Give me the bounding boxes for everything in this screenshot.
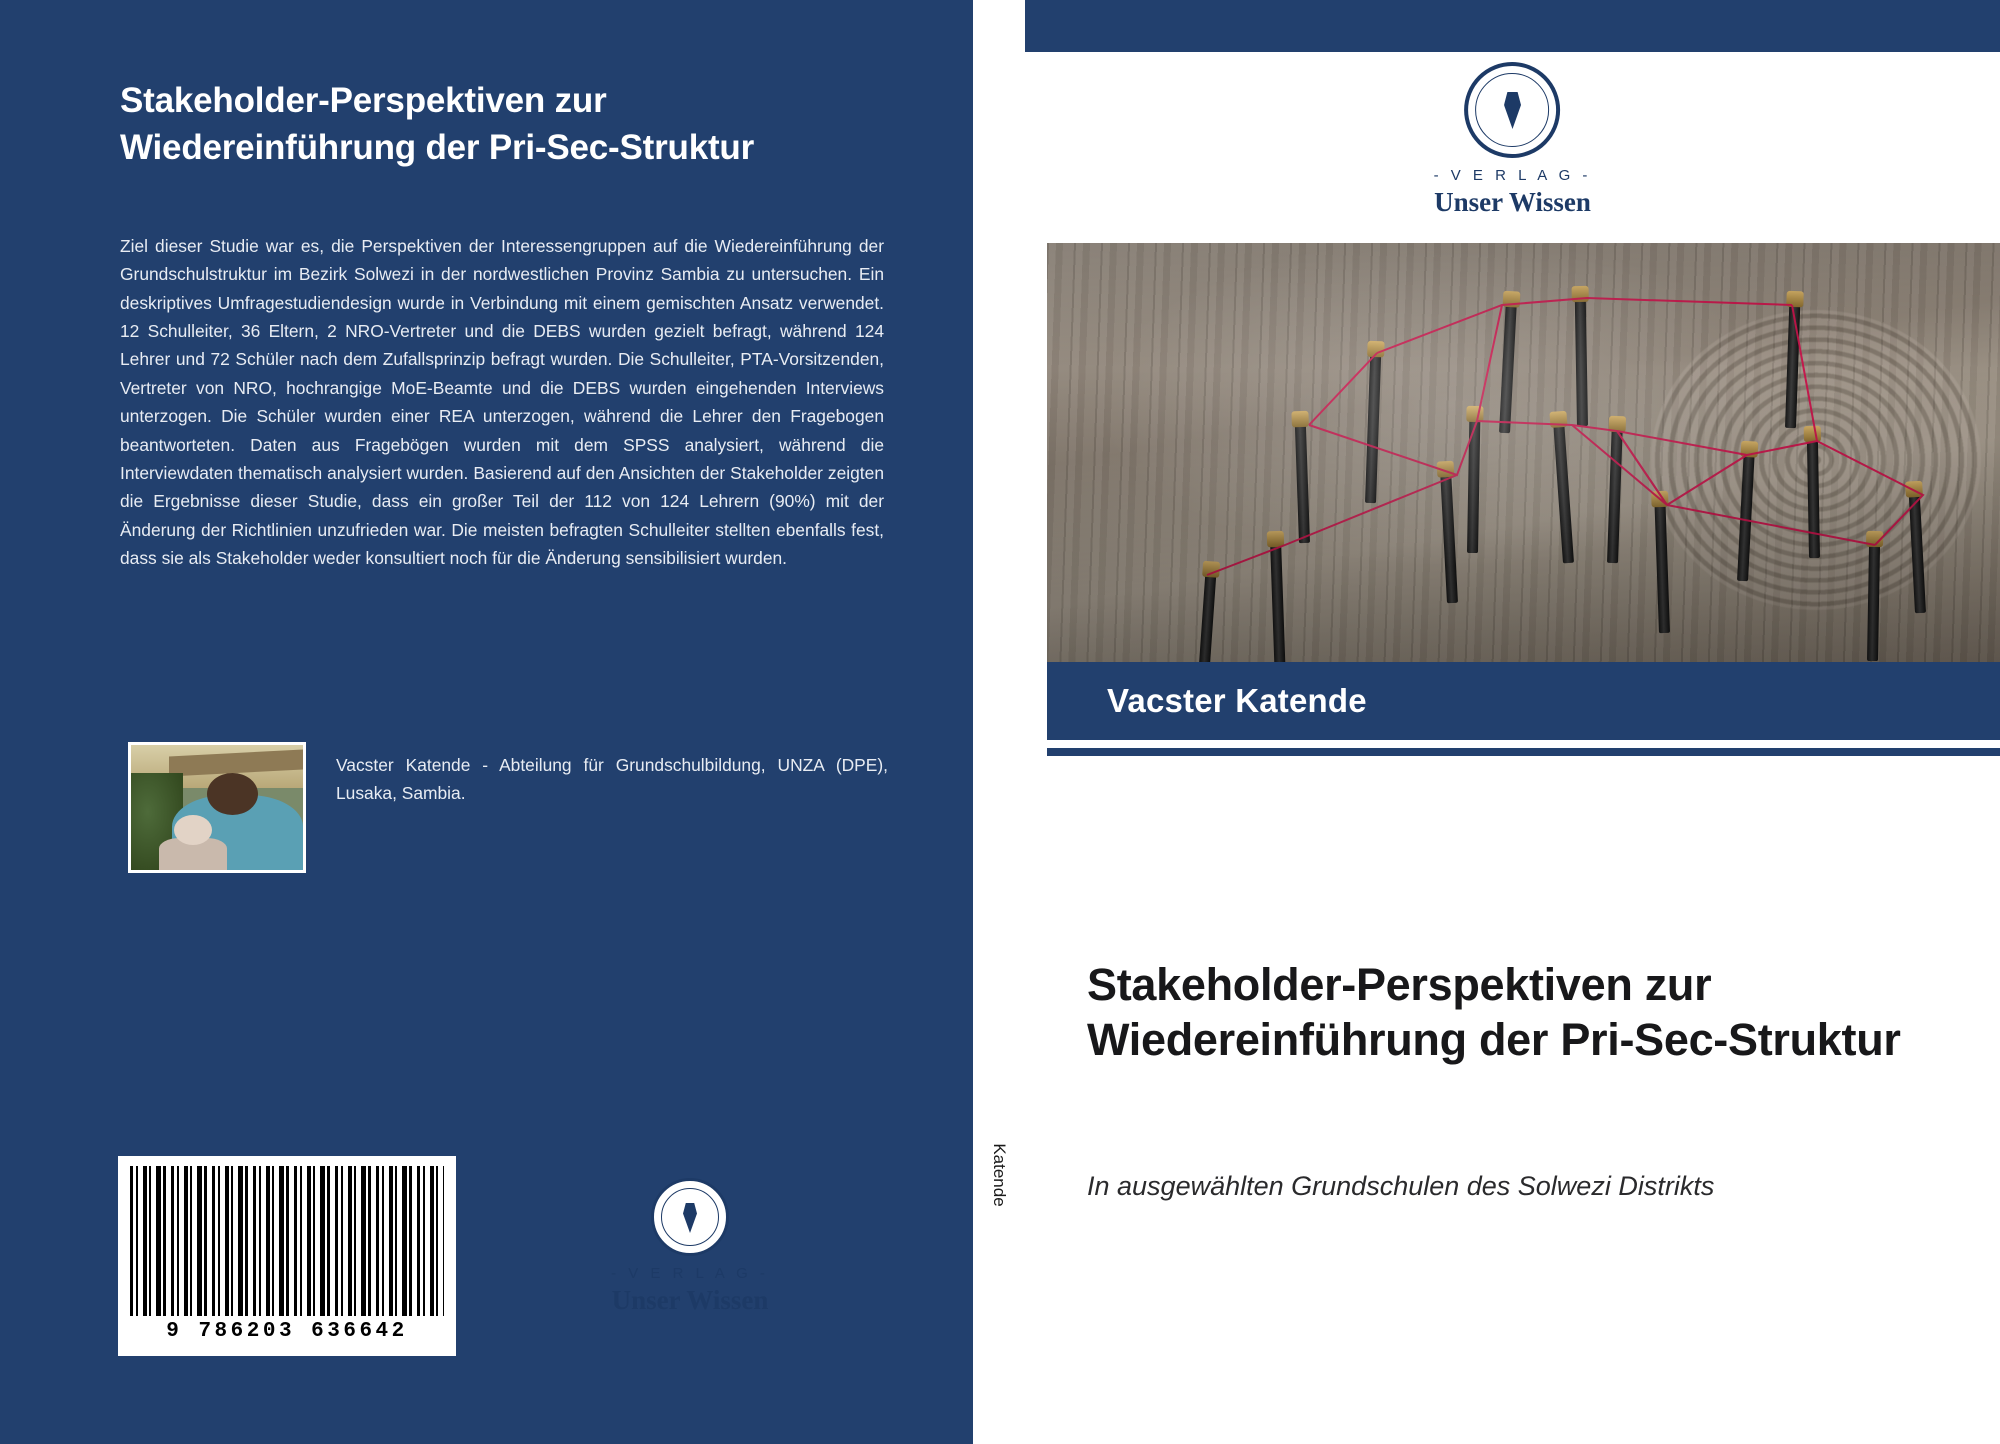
front-top-bar: [1025, 0, 2000, 52]
publisher-logo-front: [1434, 62, 1592, 218]
front-divider-rule: [1047, 748, 2000, 756]
author-affiliation-text: Vacster Katende - Abteilung für Grundschulbildung, UNZA (DPE), Lusaka, Sambia.: [336, 755, 888, 803]
publisher-verlag-label-front: - V E R L A G -: [1433, 167, 1592, 184]
back-cover-title: Stakeholder-Perspektiven zur Wiedereinführung der Pri-Sec-Struktur: [120, 81, 755, 167]
front-author-name: Vacster Katende: [1107, 682, 1367, 719]
front-cover-title: Stakeholder-Perspektiven zur Wiedereinführung der Pri-Sec-Struktur: [1087, 959, 1901, 1065]
publisher-verlag-label-back: - V E R L A G -: [611, 1265, 769, 1282]
front-cover-panel: [1025, 0, 2000, 1444]
cover-photograph: [1047, 243, 2000, 662]
front-cover-subtitle: In ausgewählten Grundschulen des Solwezi Distrikts: [1087, 1171, 1715, 1201]
publisher-seal-icon: [651, 1178, 729, 1256]
publisher-logo-back: [600, 1178, 780, 1316]
spine-author-name: Katende: [990, 1143, 1009, 1207]
spine-panel: [973, 0, 1025, 1444]
barcode: [118, 1156, 456, 1356]
publisher-name-back: Unser Wissen: [611, 1285, 769, 1315]
front-author-band: [1047, 662, 2000, 740]
photo-adult-head: [207, 773, 259, 816]
author-photo: [128, 742, 306, 873]
barcode-isbn-digits: 9 786203 636642: [166, 1320, 408, 1343]
back-cover-abstract: Ziel dieser Studie war es, die Perspektiven der Interessengruppen auf die Wiedereinführung der Grundschulstruktur im Bezirk Solwezi in der nordwestlichen Provinz Sambia zu untersuchen. Ein deskriptives Umfragestudiendesign wurde in Verbindung mit einem gemischten Ansatz verwendet. 12 Schulleiter, 36 Eltern, 2 NRO-Vertreter und die DEBS wurden gezielt befragt, während 124 Lehrer und 72 Schüler nach dem Zufallsprinzip befragt wurden. Die Schulleiter, PTA-Vorsitzenden, Vertreter von NRO, hochrangige MoE-Beamte und die DEBS wurden eingehenden Interviews unterzogen. Die Schüler wurden einer REA unterzogen, während die Lehrer den Fragebogen beantworteten. Daten aus Fragebögen wurden mit dem SPSS analysiert, während die Interviewdaten thematisch analysiert wurden. Basierend auf den Ansichten der Stakeholder zeigten die Ergebnisse dieser Studie, dass ein großer Teil der 112 von 124 Lehrern (90%) mit der Änderung der Richtlinien unzufrieden war. Die meisten befragten Schulleiter stellten ebenfalls fest, dass sie als Stakeholder weder konsultiert noch für die Änderung sensibilisiert wurden.: [120, 236, 884, 568]
publisher-seal-icon: [1465, 62, 1561, 158]
back-cover-panel: [0, 0, 973, 1444]
publisher-name-front: Unser Wissen: [1434, 187, 1591, 217]
photo-lighting-overlay: [1047, 243, 2000, 662]
barcode-bars: [130, 1166, 444, 1316]
photo-child-head: [174, 815, 212, 845]
